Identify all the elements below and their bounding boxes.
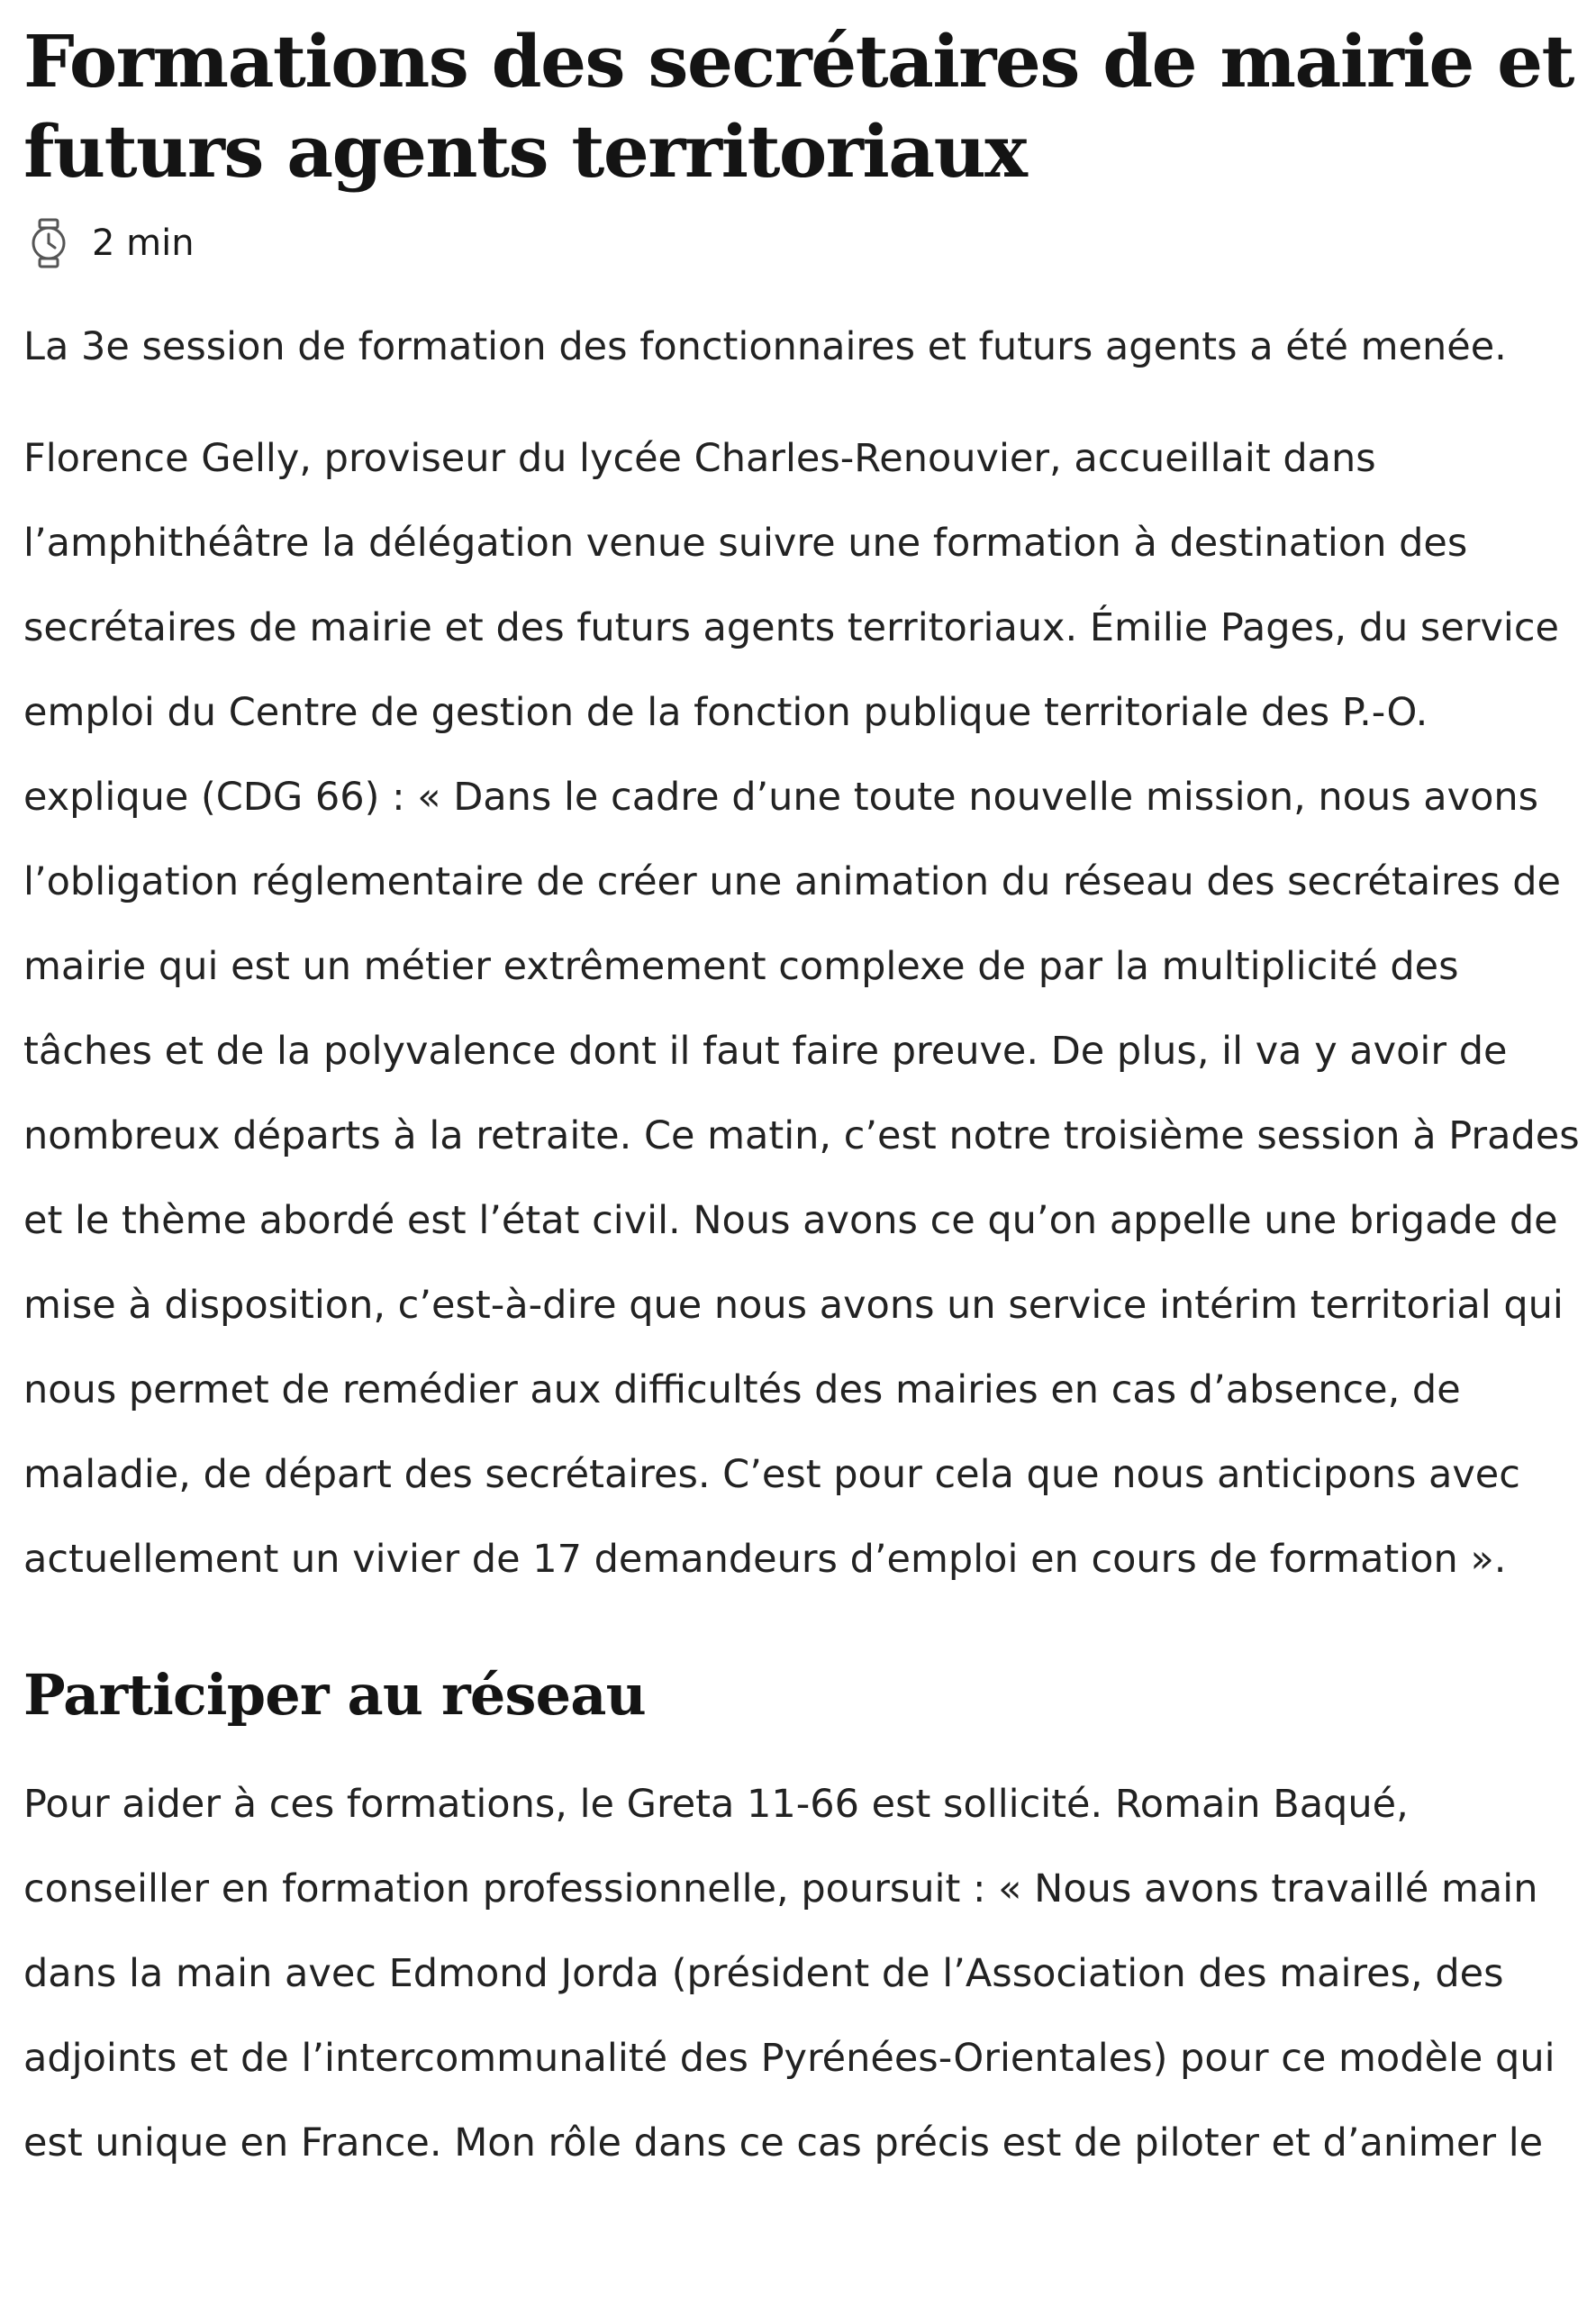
watch-icon — [29, 218, 68, 268]
read-time — [23, 216, 1596, 270]
article-paragraph-1: Florence Gelly, proviseur du lycée Charles-Renouvier, accueillait dans l’amphithéâtre la délégation venue suivre une formation à destination des secrétaires de mairie et des futurs agents territoriaux. Émilie Pages, du service emploi du Centre de gestion de la fonction publique territoriale des P.-O. explique (CDG 66) : « Dans le cadre d’une toute nouvelle mission, nous avons l’obligation réglementaire de créer une animation du réseau des secrétaires de mairie qui est un métier extrêmement complexe de par la multiplicité des tâches et de la polyvalence dont il faut faire preuve. De plus, il va y avoir de nombreux départs à la retraite. Ce matin, c’est notre troisième session à Prades et le thème abordé est l’état civil. Nous avons ce qu’on appelle une brigade de mise à disposition, c’est-à-dire que nous avons un service intérim territorial qui nous permet de remédier aux difficultés des mairies en cas d’absence, de maladie, de départ des secrétaires. C’est pour cela que nous anticipons avec actuellement un vivier de 17 demandeurs d’emploi en cours de formation ». — [23, 436, 1580, 1582]
article-subheading: Participer au réseau — [23, 1662, 646, 1728]
article-lead: La 3e session de formation des fonctionnaires et futurs agents a été menée. — [23, 324, 1507, 369]
article-paragraph-2: Pour aider à ces formations, le Greta 11-66 est sollicité. Romain Baqué, conseiller en formation professionnelle, poursuit : « Nous avons travaillé main dans la main avec Edmond Jorda (président de l’Association des maires, des adjoints et de l’intercommunalité des Pyrénées-Orientales) pour ce modèle qui est unique en France. Mon rôle dans ce cas précis est de piloter et d’animer le — [23, 1782, 1555, 2165]
read-time-label: 2 min — [92, 222, 195, 264]
article-title: Formations des secrétaires de mairie et futurs agents territoriaux — [23, 19, 1573, 194]
